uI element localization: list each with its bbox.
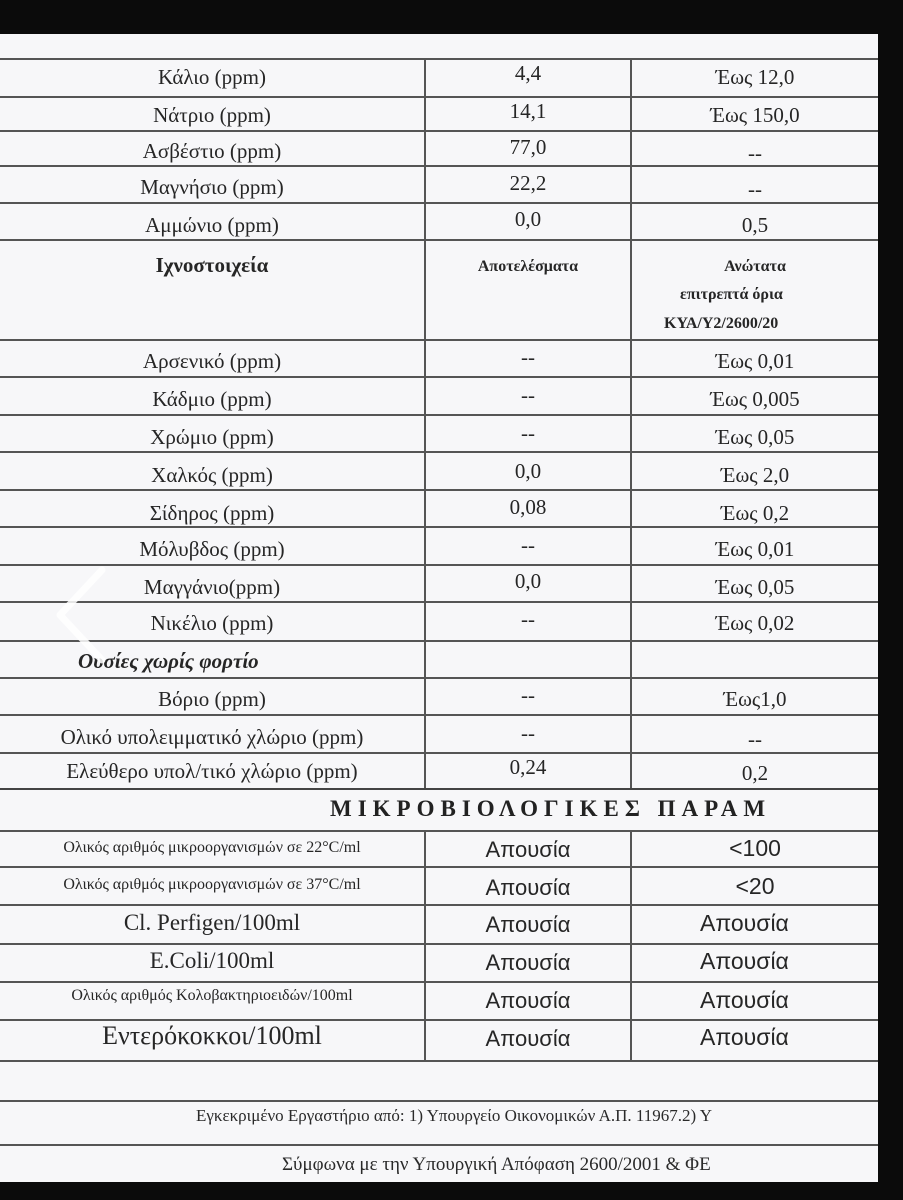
grid-line bbox=[0, 981, 878, 983]
limit-cell: 0,5 bbox=[741, 213, 769, 237]
footer-decision: Σύμφωνα με την Υπουργική Απόφαση 2600/2001 & ΦΕ bbox=[282, 1154, 711, 1175]
grid-line bbox=[0, 1144, 878, 1146]
param-cell: Ολικός αριθμός μικροοργανισμών σε 22°C/ml bbox=[63, 839, 361, 856]
grid-line bbox=[0, 788, 878, 790]
grid-line bbox=[0, 239, 878, 241]
limit-cell: Έως 0,05 bbox=[715, 425, 795, 449]
result-cell: Απουσία bbox=[485, 912, 571, 937]
grid-line bbox=[0, 96, 878, 98]
param-cell: E.Coli/100ml bbox=[149, 948, 275, 973]
result-cell: -- bbox=[521, 421, 535, 445]
section-heading-trace: Ιχνοστοιχεία bbox=[155, 253, 269, 277]
param-cell: Cl. Perfigen/100ml bbox=[123, 910, 301, 935]
result-cell: -- bbox=[521, 533, 535, 557]
grid-line bbox=[0, 601, 878, 603]
result-cell: 14,1 bbox=[509, 99, 547, 123]
grid-line bbox=[0, 1100, 878, 1102]
param-cell: Χαλκός (ppm) bbox=[151, 463, 273, 487]
grid-line bbox=[0, 130, 878, 132]
param-cell: Μαγγάνιο(ppm) bbox=[143, 575, 281, 599]
limit-cell: -- bbox=[748, 141, 762, 165]
result-cell: 0,0 bbox=[514, 569, 542, 593]
limit-cell: Έως 0,2 bbox=[720, 501, 790, 525]
grid-line bbox=[0, 752, 878, 754]
param-cell: Εντερόκοκκοι/100ml bbox=[102, 1021, 322, 1050]
result-cell: -- bbox=[521, 345, 535, 369]
grid-line bbox=[0, 165, 878, 167]
result-cell: 0,0 bbox=[514, 207, 542, 231]
limit-cell: Έως 0,005 bbox=[710, 387, 800, 411]
limit-cell: Έως 0,02 bbox=[715, 611, 795, 635]
param-cell: Μαγνήσιο (ppm) bbox=[140, 175, 284, 199]
result-cell: Απουσία bbox=[485, 988, 571, 1013]
grid-line bbox=[0, 943, 878, 945]
column-divider bbox=[630, 830, 632, 1060]
result-cell: 4,4 bbox=[514, 61, 542, 85]
document-page bbox=[0, 34, 878, 1182]
result-cell: -- bbox=[521, 721, 535, 745]
param-cell: Βόριο (ppm) bbox=[158, 687, 266, 711]
limit-cell: Έως 0,05 bbox=[715, 575, 795, 599]
limit-cell: Απουσία bbox=[700, 948, 789, 974]
param-cell: Μόλυβδος (ppm) bbox=[139, 537, 285, 561]
grid-line bbox=[0, 677, 878, 679]
limit-cell: Έως 12,0 bbox=[715, 65, 795, 89]
chevron-left-icon[interactable] bbox=[52, 565, 112, 665]
result-cell: Απουσία bbox=[485, 837, 571, 862]
column-header-limits-2: επιτρεπτά όρια bbox=[680, 286, 783, 303]
section-heading-uncharged: Ουσίες χωρίς φορτίο bbox=[78, 649, 259, 673]
limit-cell: Απουσία bbox=[700, 987, 789, 1013]
limit-cell: -- bbox=[748, 177, 762, 201]
limit-cell: Έως 150,0 bbox=[710, 103, 800, 127]
grid-line bbox=[0, 866, 878, 868]
right-black-border bbox=[878, 0, 903, 1200]
grid-line bbox=[0, 564, 878, 566]
param-cell: Ολικός αριθμός μικροοργανισμών σε 37°C/ml bbox=[63, 876, 361, 893]
limit-cell: <100 bbox=[729, 835, 781, 861]
limit-cell: <20 bbox=[735, 873, 775, 899]
grid-line bbox=[0, 489, 878, 491]
param-cell: Νικέλιο (ppm) bbox=[150, 611, 274, 635]
grid-line bbox=[0, 830, 878, 832]
result-cell: -- bbox=[521, 383, 535, 407]
section-heading-microbiological: ΜΙΚΡΟΒΙΟΛΟΓΙΚΕΣ ΠΑΡΑΜ bbox=[330, 796, 772, 821]
param-cell: Χρώμιο (ppm) bbox=[150, 425, 274, 449]
column-header-results: Αποτελέσματα bbox=[477, 258, 579, 275]
param-cell: Κάδμιο (ppm) bbox=[152, 387, 272, 411]
limit-cell: Έως 2,0 bbox=[720, 463, 790, 487]
result-cell: -- bbox=[521, 607, 535, 631]
column-header-limits-1: Ανώτατα bbox=[724, 258, 786, 275]
result-cell: 0,24 bbox=[509, 755, 547, 779]
limit-cell: Απουσία bbox=[700, 910, 789, 936]
limit-cell: Έως 0,01 bbox=[715, 537, 795, 561]
result-cell: Απουσία bbox=[485, 1026, 571, 1051]
top-black-border bbox=[0, 0, 903, 34]
grid-line bbox=[0, 339, 878, 341]
grid-line bbox=[0, 904, 878, 906]
grid-line bbox=[0, 526, 878, 528]
result-cell: 77,0 bbox=[509, 135, 547, 159]
param-cell: Νάτριο (ppm) bbox=[153, 103, 271, 127]
column-header-limits-3: ΚΥΑ/Υ2/2600/20 bbox=[664, 315, 779, 332]
result-cell: Απουσία bbox=[485, 875, 571, 900]
param-cell: Αρσενικό (ppm) bbox=[142, 349, 282, 373]
param-cell: Αμμώνιο (ppm) bbox=[145, 213, 279, 237]
grid-line bbox=[0, 202, 878, 204]
grid-line bbox=[0, 58, 878, 60]
limit-cell: 0,2 bbox=[741, 761, 769, 785]
footer-accreditation: Εγκεκριμένο Εργαστήριο από: 1) Υπουργείο Οικονομικών Α.Π. 11967.2) Υ bbox=[196, 1106, 713, 1125]
param-cell: Ολικό υπολειμματικό χλώριο (ppm) bbox=[60, 725, 364, 749]
grid-line bbox=[0, 414, 878, 416]
limit-cell: Έως1,0 bbox=[723, 687, 787, 711]
limit-cell: Απουσία bbox=[700, 1024, 789, 1050]
result-cell: Απουσία bbox=[485, 950, 571, 975]
param-cell: Ελεύθερο υπολ/τικό χλώριο (ppm) bbox=[66, 759, 358, 783]
param-cell: Κάλιο (ppm) bbox=[157, 65, 267, 89]
limit-cell: -- bbox=[748, 727, 762, 751]
grid-line bbox=[0, 1060, 878, 1062]
param-cell: Σίδηρος (ppm) bbox=[149, 501, 275, 525]
grid-line bbox=[0, 451, 878, 453]
grid-line bbox=[0, 640, 878, 642]
column-divider bbox=[424, 830, 426, 1060]
grid-line bbox=[0, 376, 878, 378]
result-cell: 22,2 bbox=[509, 171, 547, 195]
param-cell: Ασβέστιο (ppm) bbox=[142, 139, 282, 163]
grid-line bbox=[0, 714, 878, 716]
result-cell: -- bbox=[521, 683, 535, 707]
result-cell: 0,08 bbox=[509, 495, 547, 519]
result-cell: 0,0 bbox=[514, 459, 542, 483]
column-divider bbox=[630, 58, 632, 788]
param-cell: Ολικός αριθμός Κολοβακτηριοειδών/100ml bbox=[71, 987, 353, 1004]
limit-cell: Έως 0,01 bbox=[715, 349, 795, 373]
